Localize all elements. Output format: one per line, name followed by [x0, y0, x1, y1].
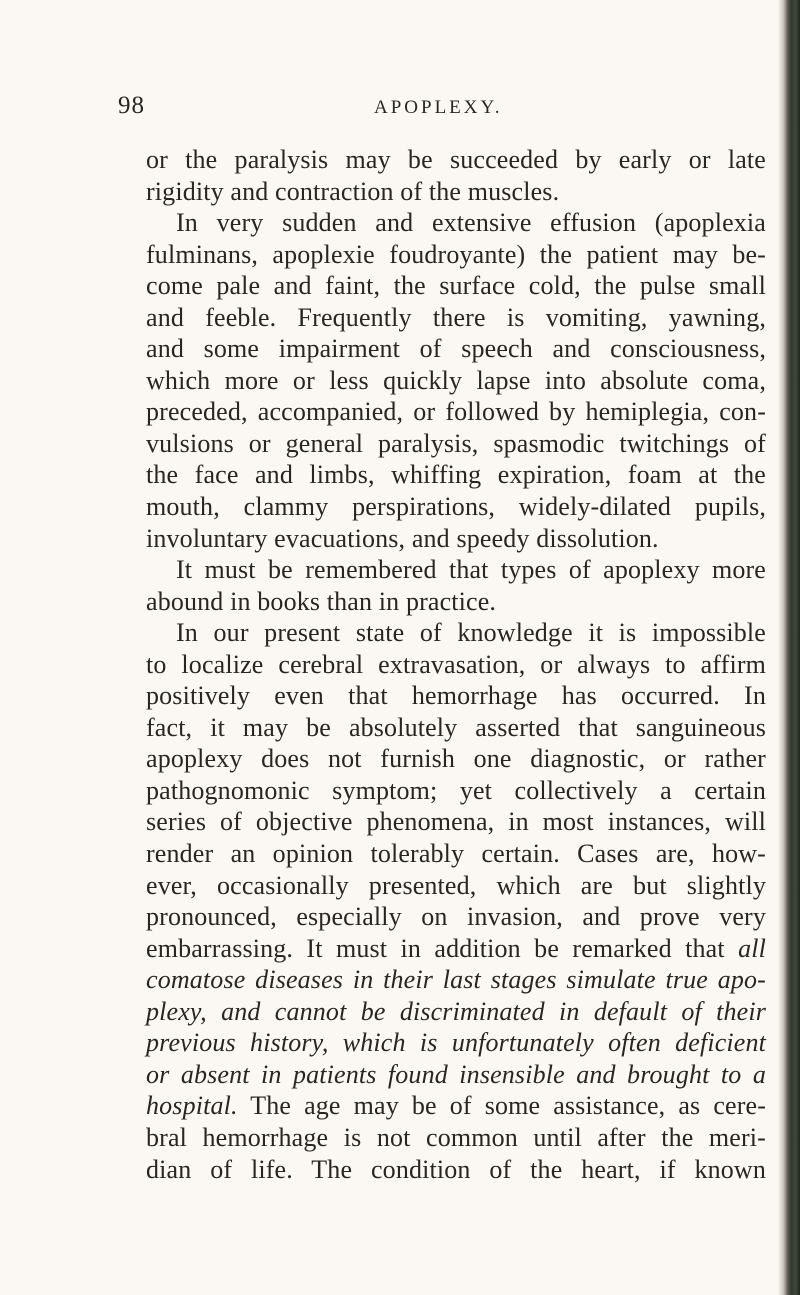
running-head — [118, 92, 748, 128]
text-line: to localize cerebral extravasation, or always to affirm — [146, 649, 766, 679]
text-line — [146, 1059, 766, 1091]
text-line: apoplexy does not furnish one diagnostic, or rather — [146, 744, 766, 774]
italic-text: previous history, which is unfortunately often deficient — [146, 1028, 766, 1058]
italic-text: or absent in patients found insensible and brought to a — [146, 1059, 766, 1089]
text-line: pathognomonic symptom; yet collectively a certain — [146, 775, 766, 805]
text-line: which more or less quickly lapse into absolute coma, — [146, 365, 766, 395]
text-line-roman: embarrassing. It must in addition be remarked that — [146, 933, 725, 963]
body-text — [146, 144, 766, 1185]
running-title: APOPLEXY. — [374, 97, 503, 118]
italic-text: all — [724, 933, 766, 963]
text-line: vulsions or general paralysis, spasmodic twitchings of — [146, 428, 766, 458]
text-line: the face and limbs, whiffing expiration, foam at the — [146, 460, 766, 490]
text-line: dian of life. The condition of the heart, if known — [146, 1154, 766, 1184]
text-line: ever, occasionally presented, which are but slightly — [146, 870, 766, 900]
text-line: In our present state of knowledge it is impossible — [176, 618, 766, 648]
text-line: or the paralysis may be succeeded by early or late — [146, 145, 766, 174]
text-line: bral hemorrhage is not common until after the meri- — [146, 1122, 766, 1152]
text-line — [146, 964, 766, 996]
text-line: involuntary evacuations, and speedy dissolution. — [146, 523, 659, 553]
text-line: render an opinion tolerably certain. Cases are, how- — [146, 839, 766, 869]
text-line: fulminans, apoplexie foudroyante) the patient may be- — [146, 239, 766, 269]
italic-text: hospital. — [146, 1091, 238, 1121]
text-line: and some impairment of speech and consciousness, — [146, 334, 766, 364]
text-line — [146, 1090, 766, 1122]
text-line: fact, it may be absolutely asserted that sanguineous — [146, 712, 766, 742]
text-line: series of objective phenomena, in most instances, will — [146, 807, 766, 837]
text-line: preceded, accompanied, or followed by hemiplegia, con- — [146, 397, 766, 427]
text-line: pronounced, especially on invasion, and prove very — [146, 902, 766, 932]
text-line — [146, 996, 766, 1028]
italic-text: plexy, and cannot be discriminated in default of their — [146, 996, 766, 1026]
text-line-roman: The age may be of some assistance, as cere- — [250, 1091, 766, 1121]
text-line: In very sudden and extensive effusion (apoplexia — [176, 208, 766, 238]
text-line: come pale and faint, the surface cold, the pulse small — [146, 271, 766, 301]
text-line: rigidity and contraction of the muscles. — [146, 176, 560, 206]
italic-text: comatose diseases in their last stages simulate true apo- — [146, 965, 766, 995]
text-line: and feeble. Frequently there is vomiting, yawning, — [146, 302, 766, 332]
page-edge-shadow — [778, 0, 800, 1295]
text-line: It must be remembered that types of apoplexy more — [176, 555, 766, 585]
page-number: 98 — [118, 92, 145, 119]
text-line: positively even that hemorrhage has occurred. In — [146, 681, 766, 711]
text-line: abound in books than in practice. — [146, 586, 497, 616]
text-line — [146, 1027, 766, 1059]
text-line — [146, 933, 766, 965]
text-line: mouth, clammy perspirations, widely-dilated pupils, — [146, 492, 766, 522]
